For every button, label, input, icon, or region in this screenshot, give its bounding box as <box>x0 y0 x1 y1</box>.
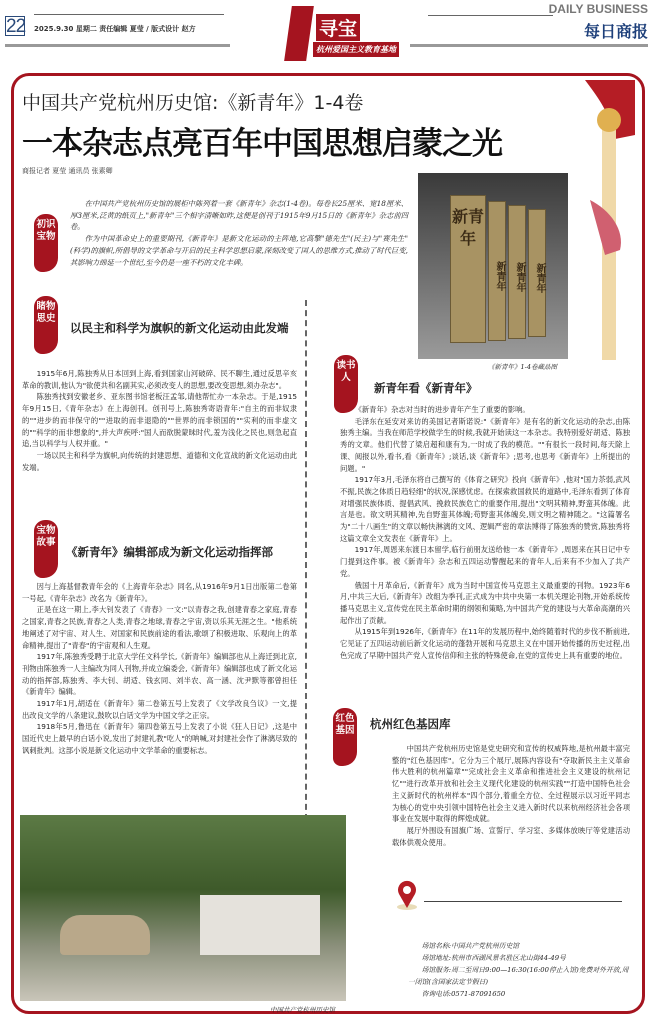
museum-caption: 中国共产党杭州历史馆 <box>270 1006 335 1014</box>
seal-section4: 红色基因 <box>333 708 357 766</box>
section3-title: 新青年看《新青年》 <box>374 381 478 395</box>
page-number: 22 <box>6 16 26 37</box>
section4-body <box>392 743 630 848</box>
visitor-info <box>408 940 633 1000</box>
book-spine: 新青年 <box>508 205 526 339</box>
section-subtitle: 杭州爱国主义教育基地 <box>313 42 399 57</box>
paragraph: 俄国十月革命后,《新青年》成为当时中国宣传马克思主义最重要的刊物。1923年6月,中共三大后,《新青年》改组为季刊,正式成为中共中央第一本机关理论刊物,开始系统传播马克思主义,宣传党在民主革命时期的纲领和策略,为中国共产党的建设与大革命高潮的兴起作出了贡献。 <box>340 580 630 625</box>
info-rule <box>424 901 622 902</box>
books-photo <box>418 173 568 359</box>
intro-paragraph: 作为中国革命史上的重要期刊,《新青年》是新文化运动的主阵地,它高擎"德先生"(民主)与"赛先生"(科学)的旗帜,所倡导的文学革命与开启的民主科学思想启蒙,深刻改变了国人的思维方式,推动了时代巨变,其影响力绵延一个世纪,至今仍是一座不朽的文化丰碑。 <box>70 234 408 267</box>
seal-intro: 初识宝物 <box>34 214 58 272</box>
paragraph: 展厅外围设有国旗广场、宣誓厅、学习室、多媒体放映厅等党建活动载体供观众使用。 <box>392 825 630 847</box>
stone-monument <box>60 915 150 955</box>
paragraph: 1917年,陈独秀受聘于北京大学任文科学长,《新青年》编辑部也从上海迁到北京,刊物由陈独秀一人主编改为同人刊物,并成立编委会,《新青年》编辑部也成了新文化运动的指挥部,陈独秀、李大钊、胡适、钱玄同、刘半农、高一涵、沈尹默等都曾担任《新青年》编辑。 <box>22 652 297 697</box>
paragraph: 1918年5月,鲁迅在《新青年》第四卷第五号上发表了小说《狂人日记》,这是中国近代史上最早的白话小说,发出了封建礼教"吃人"的呐喊,对封建社会作了淋漓尽致的讽刺批判。这部小说是新文化运动中文学革命的重要标志。 <box>22 722 297 755</box>
seal-section1: 睹物思史 <box>34 296 58 354</box>
paper-name-en: DAILY BUSINESS <box>548 2 648 16</box>
book-spine: 新青年 <box>488 201 506 341</box>
logo-flag-icon <box>284 6 314 61</box>
dashed-divider <box>305 300 307 820</box>
section-title: 寻宝 <box>316 14 360 41</box>
intro-paragraph: 在中国共产党杭州历史馆的展柜中陈列着一套《新青年》杂志(1-4卷)。每卷长25厘米、宽18厘米、厚3厘米,泛黄的纸页上,"新青年"三个相字清晰如昨,这便是创刊于1915年9月15日的《新青年》杂志前四卷。 <box>70 199 408 232</box>
info-phone[interactable]: 咨询电话:0571-87091650 <box>421 990 506 998</box>
header-rule <box>5 44 230 47</box>
seal-section2: 宝物故事 <box>34 520 58 578</box>
paragraph: 1915年6月,陈独秀从日本回到上海,看到国家山河破碎、民不聊生,通过反思辛亥革命的教训,他认为"欲使共和名副其实,必须改变人的思想,要改变思想,须办杂志"。 <box>22 369 297 390</box>
section4-title: 杭州红色基因库 <box>370 717 451 731</box>
paragraph: 中国共产党杭州历史馆是党史研究和宣传的权威阵地,是杭州最丰富完整的"红色基因库"。它分为三个展厅,展陈内容设有"夺取新民主主义革命伟大胜利的杭州篇章""完成社会主义革命和推进社会主义建设的杭州记忆""进行改革开放和社会主义现代化建设的杭州实践""打造中国特色社会主义新时代的杭州样本"四个部分,着重全方位、全过程展示以习近平同志为核心的党中央引领中国特色社会主义进入新时代以来杭州经济社会各项事业在发展中取得的辉煌成就。 <box>392 744 630 824</box>
section2-title: 《新青年》编辑部成为新文化运动指挥部 <box>66 545 273 559</box>
article-headline: 一本杂志点亮百年中国思想启蒙之光 <box>22 126 502 162</box>
section-logo <box>228 4 408 66</box>
paragraph: 1917年1月,胡适在《新青年》第二卷第五号上发表了《文学改良刍议》一文,提出改良文学的八条建议,鼓吹以白话文学为中国文学之正宗。 <box>22 699 297 720</box>
paragraph: 陈独秀找到安徽老乡、亚东图书馆老板汪孟邹,请他帮忙办一本杂志。于是,1915年9月15日,《青年杂志》在上海创刊。创刊号上,陈独秀寄语青年:"自主的而非奴隶的""进步的而非保守的""进取的而非退隐的""世界的而非锁国的""实利的而非虚文的""科学的而非想象的",并大声疾呼:"国人而欲脱蒙昧时代,羞为浅化之民也,则急起直追,当以科学与人权并重。" <box>22 392 297 449</box>
paragraph: 一场以民主和科学为旗帜,向传统的封建思想、道德和文化宣战的新文化运动由此发端。 <box>22 450 297 472</box>
books-caption: 《新青年》1-4卷藏品图 <box>488 363 557 371</box>
paragraph: 《新青年》杂志对当时的进步青年产生了重要的影响。 <box>354 405 530 414</box>
museum-photo <box>20 815 346 1001</box>
article-kicker: 中国共产党杭州历史馆:《新青年》1-4卷 <box>22 92 364 114</box>
book-spine: 新青年 <box>450 195 486 343</box>
section3-body <box>340 404 630 661</box>
paragraph: 毛泽东在延安对来访的美国记者斯诺说:"《新青年》是有名的新文化运动的杂志,由陈独秀主编。当我在师范学校做学生的时候,我就开始读这一本杂志。我特别爱好胡适、陈独秀的文章。他们代替了梁启超和康有为,一时成了我的模范。""有很长一段时间,每天除上课、阅报以外,看书,看《新青年》;谈话,谈《新青年》;思考,也思考《新青年》上所提出的问题。" <box>340 416 630 473</box>
paragraph: 正是在这一期上,李大钊发表了《青春》一文:"以青春之我,创建青春之家庭,青春之国家,青春之民族,青春之人类,青春之地球,青春之宇宙,资以乐其无涯之生。"他系统地阐述了对宇宙、对人生、对国家和民族前途的看法,歌颂了积极进取、乐观向上的革命精神,提出了"青春"的宇宙观和人生观。 <box>22 605 297 650</box>
book-spine: 新青年 <box>528 209 546 337</box>
info-hours: 场馆服务:周二至周日9:00—16:30(16:00停止入馆)免费对外开放,周一闭馆(含国家法定节假日) <box>408 966 629 986</box>
header-rule <box>34 14 224 15</box>
seal-section3: 读书人 <box>334 355 358 413</box>
dateline: 2025.9.30 星期二 责任编辑 夏莹 / 版式设计 赵方 <box>34 25 196 33</box>
paper-name-cn: 每日商报 <box>583 22 648 41</box>
info-address: 场馆地址:杭州市西湖风景名胜区北山街44-49号 <box>421 954 566 962</box>
huabiao-pillar-icon <box>580 80 635 360</box>
header-rule <box>410 44 648 47</box>
section1-title: 以民主和科学为旗帜的新文化运动由此发端 <box>70 321 289 335</box>
info-name: 场馆名称:中国共产党杭州历史馆 <box>421 942 520 950</box>
header-rule <box>428 15 553 16</box>
byline: 商报记者 夏莹 通讯员 张素卿 <box>22 167 113 175</box>
building <box>200 895 320 955</box>
location-pin-icon <box>396 880 418 910</box>
paragraph: 因与上海基督教青年会的《上海青年杂志》同名,从1916年9月1日出版第二卷第一号起,《青年杂志》改名为《新青年》。 <box>22 582 297 603</box>
section1-body <box>22 368 297 473</box>
paragraph: 1917年3月,毛泽东将自己撰写的《体育之研究》投向《新青年》,他对"国力苶弱,武风不振,民族之体质日趋轻细"的状况,深感忧虑。在探索救国救民的道路中,毛泽东看到了体育对增强民族体质、提倡武风、挽救民族危亡的重要作用,提出"文明其精神,野蛮其体魄。此言是也。欲文明其精神,先自野蛮其体魄;苟野蛮其体魄矣,则文明之精神随之。"这篇署名为"二十八画生"的文章以畅快淋漓的文风、逻辑严密的章法博得了陈独秀的赞赏,陈独秀将这篇文章全文发表在《新青年》上。 <box>340 475 630 543</box>
paragraph: 1917年,周恩来东渡日本留学,临行前朋友送给他一本《新青年》,周恩来在其日记中专门提到这件事。被《新青年》杂志和五四运动警醒起来的青年人,后来有不少加入了共产党。 <box>340 545 630 578</box>
section2-body <box>22 581 297 757</box>
paragraph: 从1915年到1926年,《新青年》在11年的发展历程中,始终随着时代的步伐不断前进,它见证了五四运动前后新文化运动的蓬勃开展和马克思主义在中国开始传播的历史过程,出色完成了早期中国共产党人宣传信仰和主张的特殊使命,在党的宣传史上具有重要的地位。 <box>340 627 630 660</box>
intro-block <box>70 198 408 268</box>
